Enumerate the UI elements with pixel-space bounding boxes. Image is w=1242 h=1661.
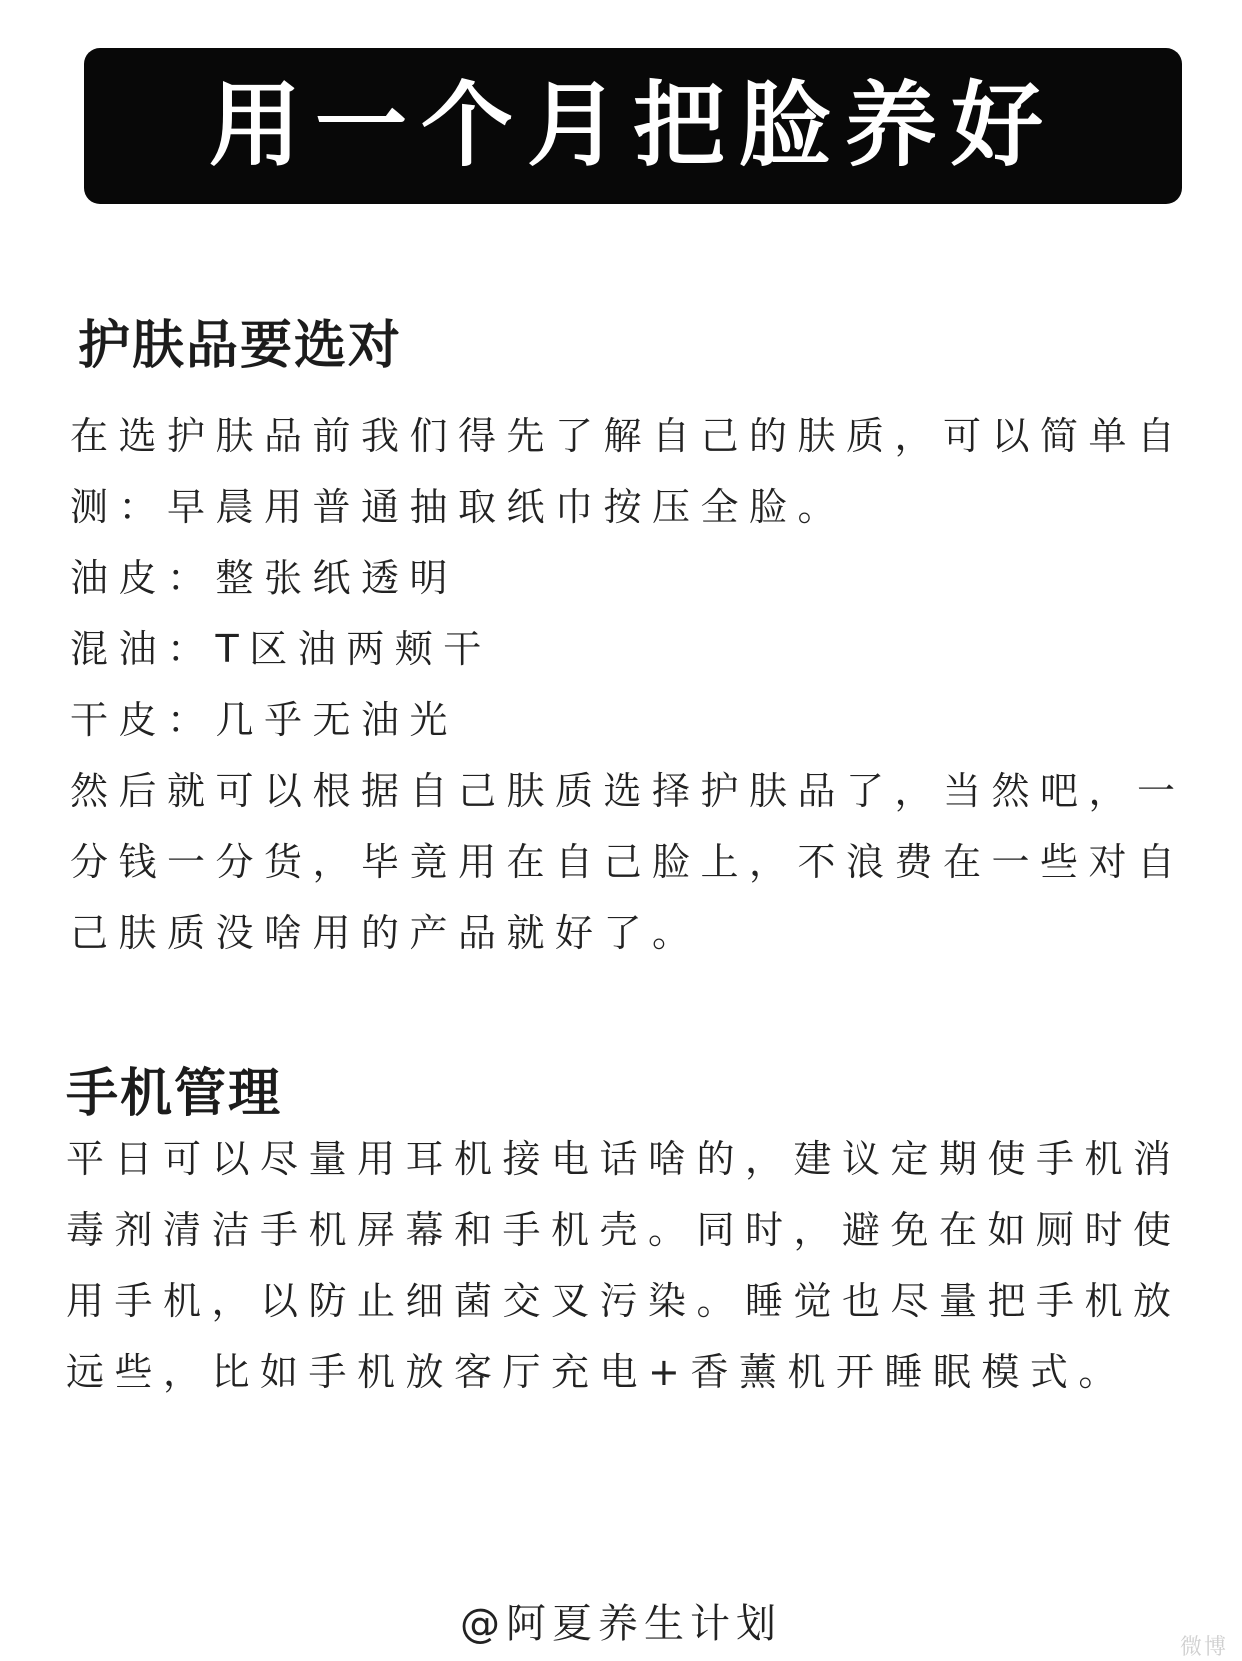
paragraph-line: 毒剂清洁手机屏幕和手机壳。同时，避免在如厕时使 [66, 1208, 1182, 1252]
paragraph-line: 干皮：几乎无油光 [70, 698, 459, 742]
section-heading-phone: 手机管理 [66, 1064, 283, 1124]
paragraph-line: 混油：T区油两颊干 [70, 627, 492, 671]
platform-watermark: 微博 [1179, 1635, 1228, 1660]
section-heading-skincare: 护肤品要选对 [78, 316, 403, 376]
author-watermark: @阿夏养生计划 [460, 1601, 782, 1647]
title-banner [84, 48, 1182, 204]
paragraph-line: 然后就可以根据自己肤质选择护肤品了，当然吧，一 [70, 769, 1186, 813]
paragraph-line: 在选护肤品前我们得先了解自己的肤质，可以简单自 [70, 414, 1186, 458]
section-body-skincare [70, 401, 1190, 969]
paragraph-line: 远些，比如手机放客厅充电+香薰机开睡眠模式。 [66, 1350, 1127, 1394]
paragraph-line: 己肤质没啥用的产品就好了。 [70, 911, 701, 955]
paragraph-line: 油皮：整张纸透明 [70, 556, 459, 600]
paragraph-line: 分钱一分货，毕竟用在自己脸上，不浪费在一些对自 [70, 840, 1186, 884]
paragraph-line: 用手机，以防止细菌交叉污染。睡觉也尽量把手机放 [66, 1279, 1182, 1323]
paragraph-line: 平日可以尽量用耳机接电话啥的，建议定期使手机消 [66, 1137, 1182, 1181]
section-body-phone [66, 1124, 1186, 1408]
page-title: 用一个月把脸养好 [208, 72, 1057, 179]
paragraph-line: 测：早晨用普通抽取纸巾按压全脸。 [70, 485, 847, 529]
